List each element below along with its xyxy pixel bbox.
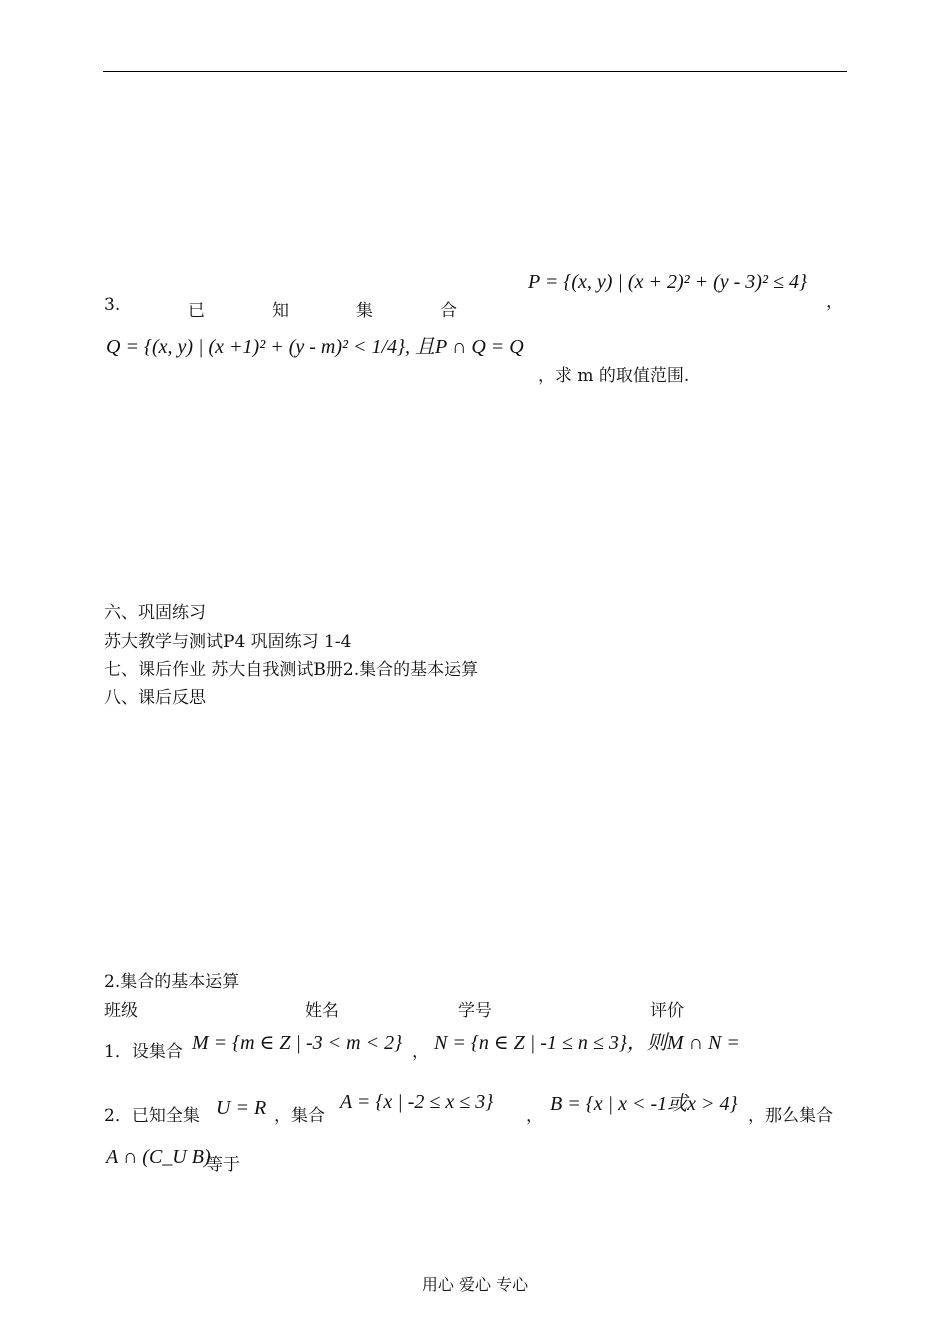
- q2-text-then: ，那么集合: [748, 1106, 833, 1126]
- q2-label: 2．已知全集: [104, 1106, 200, 1126]
- section-homework: 七、课后作业 苏大自我测试B册2.集合的基本运算: [104, 660, 479, 680]
- field-evaluation: 评价: [650, 1001, 684, 1021]
- q3-set-Q-formula: Q = {(x, y) | (x +1)² + (y - m)² < 1/4}, 且P ∩ Q = Q: [106, 336, 524, 358]
- q1-label: 1．设集合: [104, 1042, 183, 1062]
- field-class: 班级: [104, 1001, 138, 1021]
- q3-comma: ，: [826, 292, 843, 312]
- q3-word-1: 已: [188, 301, 205, 321]
- field-name: 姓名: [305, 1001, 339, 1021]
- q2-text-equals: 等于: [206, 1155, 240, 1175]
- field-student-id: 学号: [458, 1001, 492, 1021]
- section-consolidation: 六、巩固练习: [104, 603, 206, 623]
- q1-set-N-formula: N = {n ∈ Z | -1 ≤ n ≤ 3}，则M ∩ N =: [434, 1032, 740, 1054]
- q2-intersection-complement-formula: A ∩ (C_U B): [106, 1146, 211, 1168]
- q2-universal-set-formula: U = R: [216, 1097, 267, 1119]
- q3-word-2: 知: [272, 301, 289, 321]
- q3-number: 3.: [104, 295, 121, 315]
- part2-title: 2.集合的基本运算: [104, 972, 240, 992]
- q2-set-B-formula: B = {x | x < -1或x > 4}: [550, 1093, 738, 1115]
- section-textbook-ref: 苏大教学与测试P4 巩固练习 1-4: [104, 632, 352, 652]
- q3-word-3: 集: [356, 301, 373, 321]
- section-reflection: 八、课后反思: [104, 688, 206, 708]
- page-footer: 用心 爱心 专心: [421, 1275, 529, 1294]
- q3-question-tail: ，求 m 的取值范围.: [538, 366, 690, 386]
- q1-comma: ，: [412, 1042, 429, 1062]
- q2-comma: ，: [526, 1106, 543, 1126]
- q2-set-A-formula: A = {x | -2 ≤ x ≤ 3}: [340, 1091, 494, 1113]
- q3-set-P-formula: P = {(x, y) | (x + 2)² + (y - 3)² ≤ 4}: [528, 271, 807, 293]
- header-rule: [103, 71, 847, 72]
- q1-set-M-formula: M = {m ∈ Z | -3 < m < 2}: [192, 1032, 403, 1054]
- q2-text-set: ，集合: [274, 1106, 325, 1126]
- q3-word-4: 合: [440, 301, 457, 321]
